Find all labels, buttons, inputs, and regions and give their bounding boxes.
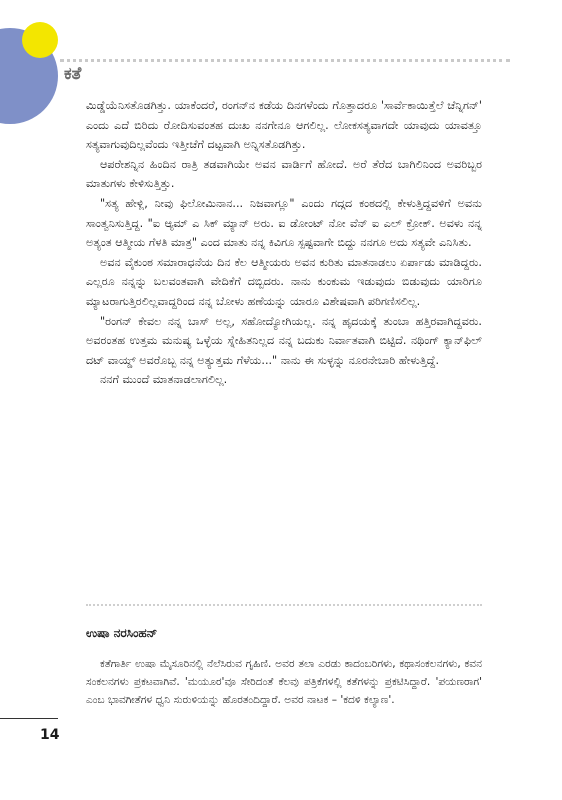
story-body — [86, 96, 482, 390]
story-paragraph: ಆಪರೇಶನ್ನಿನ ಹಿಂದಿನ ರಾತ್ರಿ ತಡವಾಗಿಯೇ ಅವನ ವಾರ್ಡಿಗೆ ಹೋದೆ. ಅರೆ ತೆರೆದ ಬಾಗಿಲಿನಿಂದ ಅವರಿಬ್ಬರ ಮಾತುಗಳು ಕೇಳಿಸುತ್ತಿತ್ತು. — [86, 157, 482, 191]
author-bio: ಕತೆಗಾರ್ತಿ ಉಷಾ ಮೈಸೂರಿನಲ್ಲಿ ನೆಲೆಸಿರುವ ಗೃಹಿಣಿ. ಅವರ ತಲಾ ಎರಡು ಕಾದಂಬರಿಗಳು, ಕಥಾಸಂಕಲನಗಳು, ಕವನ ಸಂಕಲನಗಳು ಪ್ರಕಟವಾಗಿವೆ. 'ಮಯೂರ'ವೂ ಸೇರಿದಂತೆ ಕೆಲವು ಪತ್ರಿಕೆಗಳಲ್ಲಿ ಕತೆಗಳನ್ನು ಪ್ರಕಟಿಸಿದ್ದಾರೆ. 'ಪಯಣರಾಗ' ಎಂಬ ಭಾವಗೀತೆಗಳ ಧ್ವನಿ ಸುರುಳಿಯನ್ನು ಹೊರತಂದಿದ್ದಾರೆ. ಅವರ ನಾಟಕ – 'ಕದಳಿ ಕಲ್ಯಾಣ'. — [86, 658, 482, 706]
story-paragraph: "ರಂಗನ್ ಕೇವಲ ನನ್ನ ಬಾಸ್ ಅಲ್ಲ, ಸಹೋದ್ಯೋಗಿಯಲ್ಲ. ನನ್ನ ಹೃದಯಕ್ಕೆ ತುಂಬಾ ಹತ್ತಿರವಾಗಿದ್ದವರು. ಅವರಂತಹ ಉತ್ತಮ ಮನುಷ್ಯ ಒಳ್ಳೆಯ ಸ್ನೇಹಿತನಿಲ್ಲದ ನನ್ನ ಬದುಕು ನಿರ್ವಾತವಾಗಿ ಬಿಟ್ಟಿದೆ. ನಥಿಂಗ್ ಕ್ಯಾನ್‌ಫಿಲ್ ದಟ್ ವಾಯ್ಡ್ ಅವರೊಬ್ಬ ನನ್ನ ಅತ್ಯುತ್ತಮ ಗೆಳೆಯ..." ನಾನು ಈ ಸುಳ್ಳನ್ನು ನೂರನೇಬಾರಿ ಹೇಳುತ್ತಿದ್ದೆ. — [86, 314, 482, 367]
story-paragraph: "ಸತ್ಯ ಹೇಳ್ಲಿ, ನೀವು ಫಿಲೋಮಿನಾನ... ನಿಜವಾಗ್ಲೂ" ಎಂದು ಗದ್ಗದ ಕಂಠದಲ್ಲಿ ಕೇಳುತ್ತಿದ್ದವಳಿಗೆ ಅವನು ಸಾಂತ್ವನಿಸುತ್ತಿದ್ದ. "ಐ ಆ್ಯಮ್ ಎ ಸಿಕ್ ಮ್ಯಾನ್ ಅರು. ಐ ಡೋಂಟ್ ನೋ ವೆನ್ ಐ ಎಲ್ ಕ್ರೋಕ್. ಅವಳು ನನ್ನ ಅತ್ಯಂತ ಆತ್ಮೀಯ ಗೆಳತಿ ಮಾತ್ರ" ಎಂದ ಮಾತು ನನ್ನ ಕಿವಿಗೂ ಸ್ಪಷ್ಟವಾಗೇ ಬಿದ್ದು ನನಗೂ ಅದು ಸತ್ಯವೇ ಎನಿಸಿತು. — [86, 196, 482, 250]
page-number-rule — [0, 718, 58, 719]
story-paragraph: ಮಿಡ್ಡೆಯೆನಿಸತೊಡಗಿತ್ತು. ಯಾಕೆಂದರೆ, ರಂಗನ್‌ನ ಕಡೆಯ ದಿನಗಳೆಂದು ಗೊತ್ತಾದರೂ 'ಸಾರ್ವೆಕಾಯಿತ್ತೆಲೆ ಚೆನ್ನಿಗನ್' ಎಂದು ಎದೆ ಬಿರಿದು ರೋದಿಸುವಂತಹ ದುಃಖ ನನಗೇನೂ ಆಗಲಿಲ್ಲ. ಲೋಕಸತ್ಯವಾಗದೇ ಯಾವುದು ಯಾವತ್ತೂ ಸತ್ಯವಾಗುವುದಿಲ್ಲವೆಂದು ಇತ್ತೀಚೆಗೆ ದಟ್ಟವಾಗಿ ಅನ್ನಿಸತೊಡಗಿತ್ತು. — [86, 99, 482, 152]
page-number: 14 — [40, 727, 60, 743]
author-name: ಉಷಾ ನರಸಿಂಹನ್ — [86, 626, 158, 640]
story-paragraph: ಅವನ ವೈಕುಂಠ ಸಮಾರಾಧನೆಯ ದಿನ ಕೆಲ ಆತ್ಮೀಯರು ಅವನ ಕುರಿತು ಮಾತನಾಡಲು ಏರ್ಪಾಡು ಮಾಡಿದ್ದರು. ಎಲ್ಲರೂ ನನ್ನನ್ನು ಬಲವಂತವಾಗಿ ವೇದಿಕೆಗೆ ದಬ್ಬಿದರು. ನಾನು ಕುಂಕುಮ ಇಡುವುದು ಬಿಡುವುದು ಯಾರಿಗೂ ಮ್ಯಾಟರಾಗುತ್ತಿರಲಿಲ್ಲವಾದ್ದರಿಂದ ನನ್ನ ಬೋಳು ಹಣೆಯನ್ನು ಯಾರೂ ವಿಶೇಷವಾಗಿ ಪರಿಗಣಿಸಲಿಲ್ಲ. — [86, 255, 482, 308]
decorative-yellow-circle — [22, 22, 58, 58]
section-divider — [86, 604, 482, 606]
story-paragraph: ನನಗೆ ಮುಂದೆ ಮಾತನಾಡಲಾಗಲಿಲ್ಲ. — [100, 373, 228, 387]
section-label: ಕತೆ — [64, 64, 82, 84]
header-dotted-rule — [60, 59, 510, 62]
